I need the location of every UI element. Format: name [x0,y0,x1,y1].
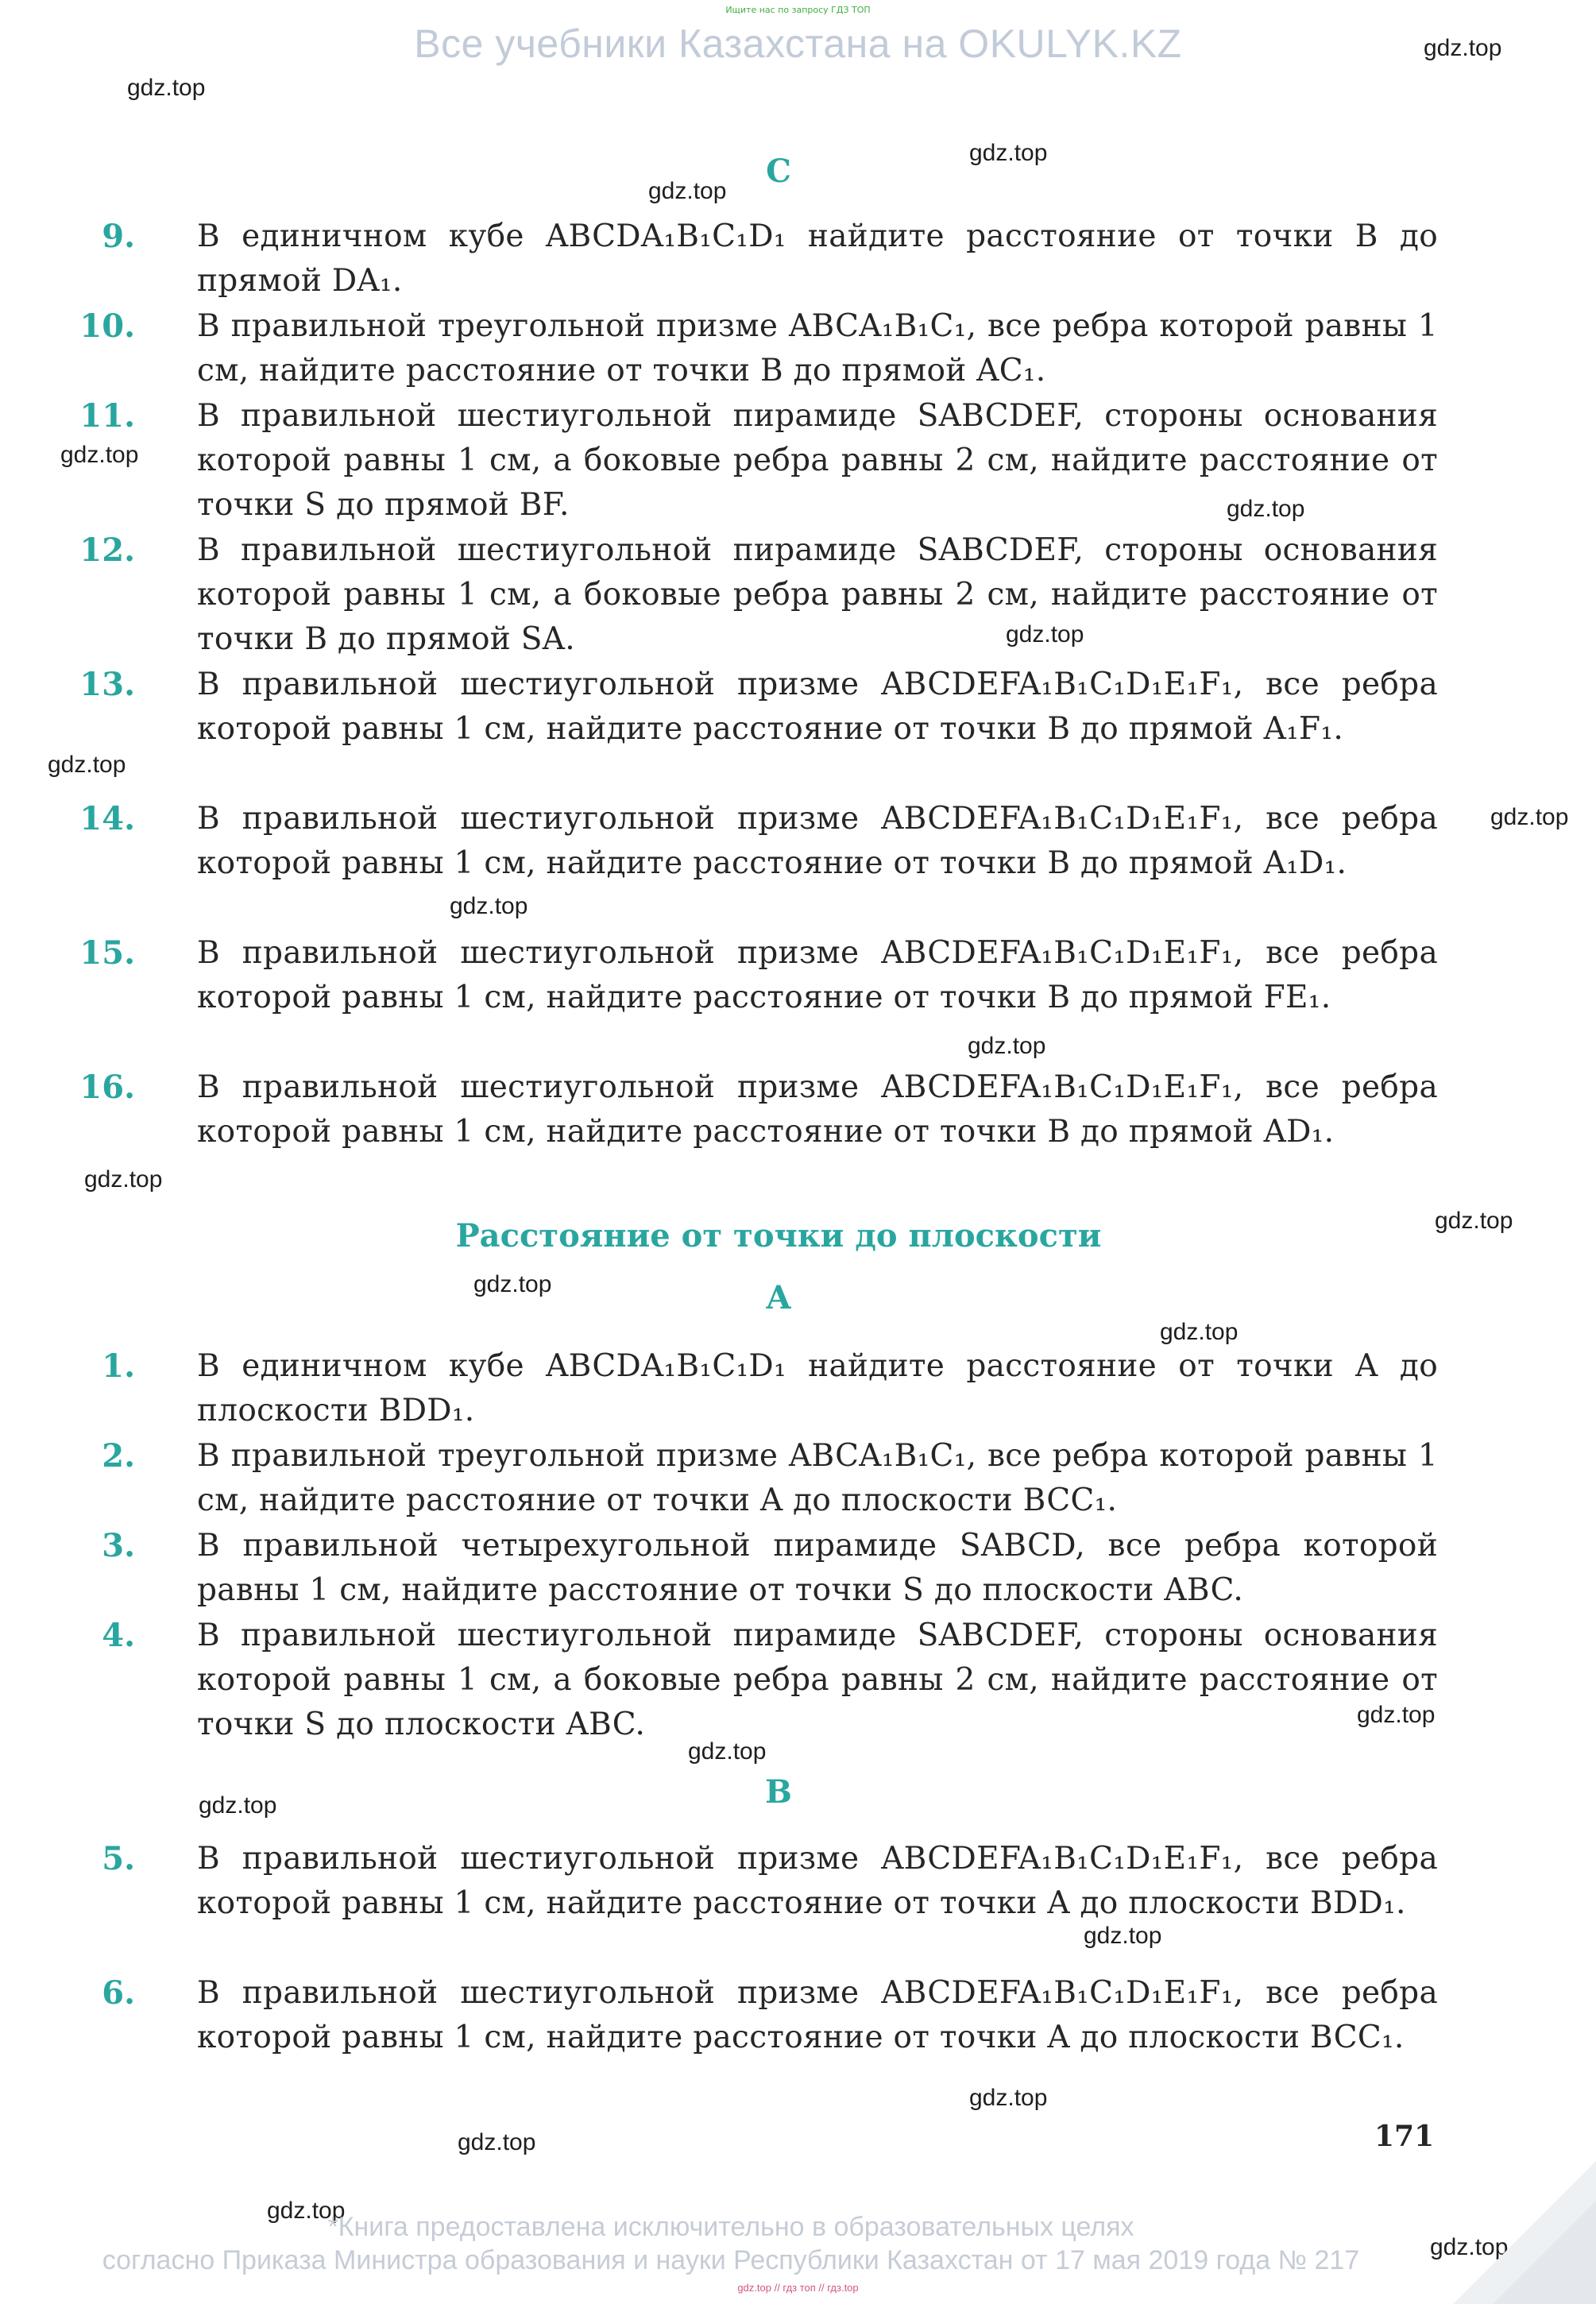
section-title-distance-to-plane: Расстояние от точки до плоскости [455,1217,1102,1254]
problem-number: 1. [102,1347,135,1385]
watermark: gdz.top [84,1166,163,1193]
watermark: gdz.top [199,1792,277,1819]
problem-text: В единичном кубе ABCDA₁B₁C₁D₁ найдите расстояние от точки A до плоскости BDD₁. [197,1348,1438,1428]
problem-text: В правильной шестиугольной призме ABCDEFA₁B₁C₁D₁E₁F₁, все ребра которой равны 1 см, найдите расстояние от точки A до плоскости BCC₁. [197,1975,1438,2055]
problem-number: 11. [79,397,135,435]
problem-text: В правильной треугольной призме ABCA₁B₁C₁, все ребра которой равны 1 см, найдите расстояние от точки A до плоскости BCC₁. [197,1438,1438,1518]
problem-number: 9. [102,218,135,255]
problem-item [102,1837,1438,1926]
problem-number: 15. [79,934,135,972]
watermark: gdz.top [1424,35,1502,61]
header-small-link[interactable]: Ищите нас по запросу ГДЗ ТОП [725,5,871,15]
watermark: gdz.top [60,442,139,468]
watermark: gdz.top [267,2198,346,2224]
problem-text: В правильной шестиугольной призме ABCDEFA₁B₁C₁D₁E₁F₁, все ребра которой равны 1 см, найдите расстояние от точки B до прямой A₁D₁. [197,801,1438,881]
problem-item [102,1344,1438,1433]
problem-number: 5. [102,1840,135,1877]
section-letter-a: A [766,1279,791,1316]
problem-item [102,1434,1438,1523]
problem-item [79,1065,1438,1154]
watermark: gdz.top [1227,496,1305,522]
problem-number: 6. [102,1974,135,2012]
watermark: gdz.top [1006,621,1084,648]
footer-disclaimer-line1: *Книга предоставлена исключительно в образовательных целях [327,2212,1134,2242]
watermark: gdz.top [1084,1923,1162,1949]
problem-text: В правильной шестиугольной призме ABCDEFA₁B₁C₁D₁E₁F₁, все ребра которой равны 1 см, найдите расстояние от точки B до прямой AD₁. [197,1069,1438,1150]
watermark: gdz.top [969,2085,1048,2111]
section-letter-b: B [765,1773,792,1811]
problem-text: В правильной шестиугольной пирамиде SABCDEF, стороны основания которой равны 1 см, а боковые ребра равны 2 см, найдите расстояние от точки S до прямой BF. [197,398,1438,523]
problem-item [79,931,1438,1020]
problem-text: В правильной треугольной призме ABCA₁B₁C₁, все ребра которой равны 1 см, найдите расстояние от точки B до прямой AC₁. [197,308,1438,389]
problem-item [79,304,1438,393]
watermark: gdz.top [473,1271,552,1297]
footer-disclaimer-line2: согласно Приказа Министра образования и науки Республики Казахстан от 17 мая 2019 года № 217 [102,2245,1360,2275]
problem-text: В правильной шестиугольной пирамиде SABCDEF, стороны основания которой равны 1 см, а боковые ребра равны 2 см, найдите расстояние от точки S до плоскости ABC. [197,1618,1438,1742]
problem-item [102,1614,1438,1747]
problem-text: В правильной шестиугольной призме ABCDEFA₁B₁C₁D₁E₁F₁, все ребра которой равны 1 см, найдите расстояние от точки B до прямой A₁F₁. [197,667,1438,747]
watermark: gdz.top [458,2129,536,2155]
watermark: gdz.top [1160,1319,1239,1345]
problem-item [102,1524,1438,1613]
footer-small-links[interactable]: gdz.top // гдз топ // гдз.top [737,2282,859,2294]
problem-item [102,1971,1438,2060]
problem-number: 2. [102,1437,135,1475]
problem-text: В единичном кубе ABCDA₁B₁C₁D₁ найдите расстояние от точки B до прямой DA₁. [197,218,1438,299]
watermark: gdz.top [127,75,206,101]
problem-number: 16. [79,1069,135,1106]
problem-number: 4. [102,1617,135,1654]
problem-number: 10. [79,307,135,345]
watermark: gdz.top [450,893,528,919]
problem-item [79,528,1438,662]
watermark: gdz.top [969,140,1048,166]
page-corner-decoration [1405,2113,1596,2304]
problem-item [79,663,1438,752]
watermark: gdz.top [648,178,727,204]
watermark: gdz.top [968,1033,1046,1059]
problem-text: В правильной шестиугольной призме ABCDEFA₁B₁C₁D₁E₁F₁, все ребра которой равны 1 см, найдите расстояние от точки A до плоскости BDD₁. [197,1841,1438,1921]
watermark: gdz.top [48,752,126,778]
watermark: gdz.top [1430,2234,1509,2260]
problem-number: 14. [79,800,135,837]
watermark: gdz.top [1435,1208,1513,1234]
problem-text: В правильной шестиугольной пирамиде SABCDEF, стороны основания которой равны 1 см, а боковые ребра равны 2 см, найдите расстояние от точки B до прямой SA. [197,532,1438,657]
site-header-title[interactable]: Все учебники Казахстана на OKULYK.KZ [414,21,1182,66]
watermark: gdz.top [1490,804,1569,830]
problem-number: 3. [102,1527,135,1564]
page-number: 171 [1374,2120,1435,2153]
problem-number: 12. [79,532,135,569]
problem-item [102,215,1438,303]
watermark: gdz.top [688,1738,767,1765]
watermark: gdz.top [1357,1702,1436,1728]
problem-number: 13. [79,666,135,703]
problem-text: В правильной шестиугольной призме ABCDEFA₁B₁C₁D₁E₁F₁, все ребра которой равны 1 см, найдите расстояние от точки B до прямой FE₁. [197,935,1438,1015]
problem-text: В правильной четырехугольной пирамиде SABCD, все ребра которой равны 1 см, найдите расстояние от точки S до плоскости ABC. [197,1528,1438,1608]
problem-item [79,797,1438,886]
section-letter-c: C [766,153,791,190]
